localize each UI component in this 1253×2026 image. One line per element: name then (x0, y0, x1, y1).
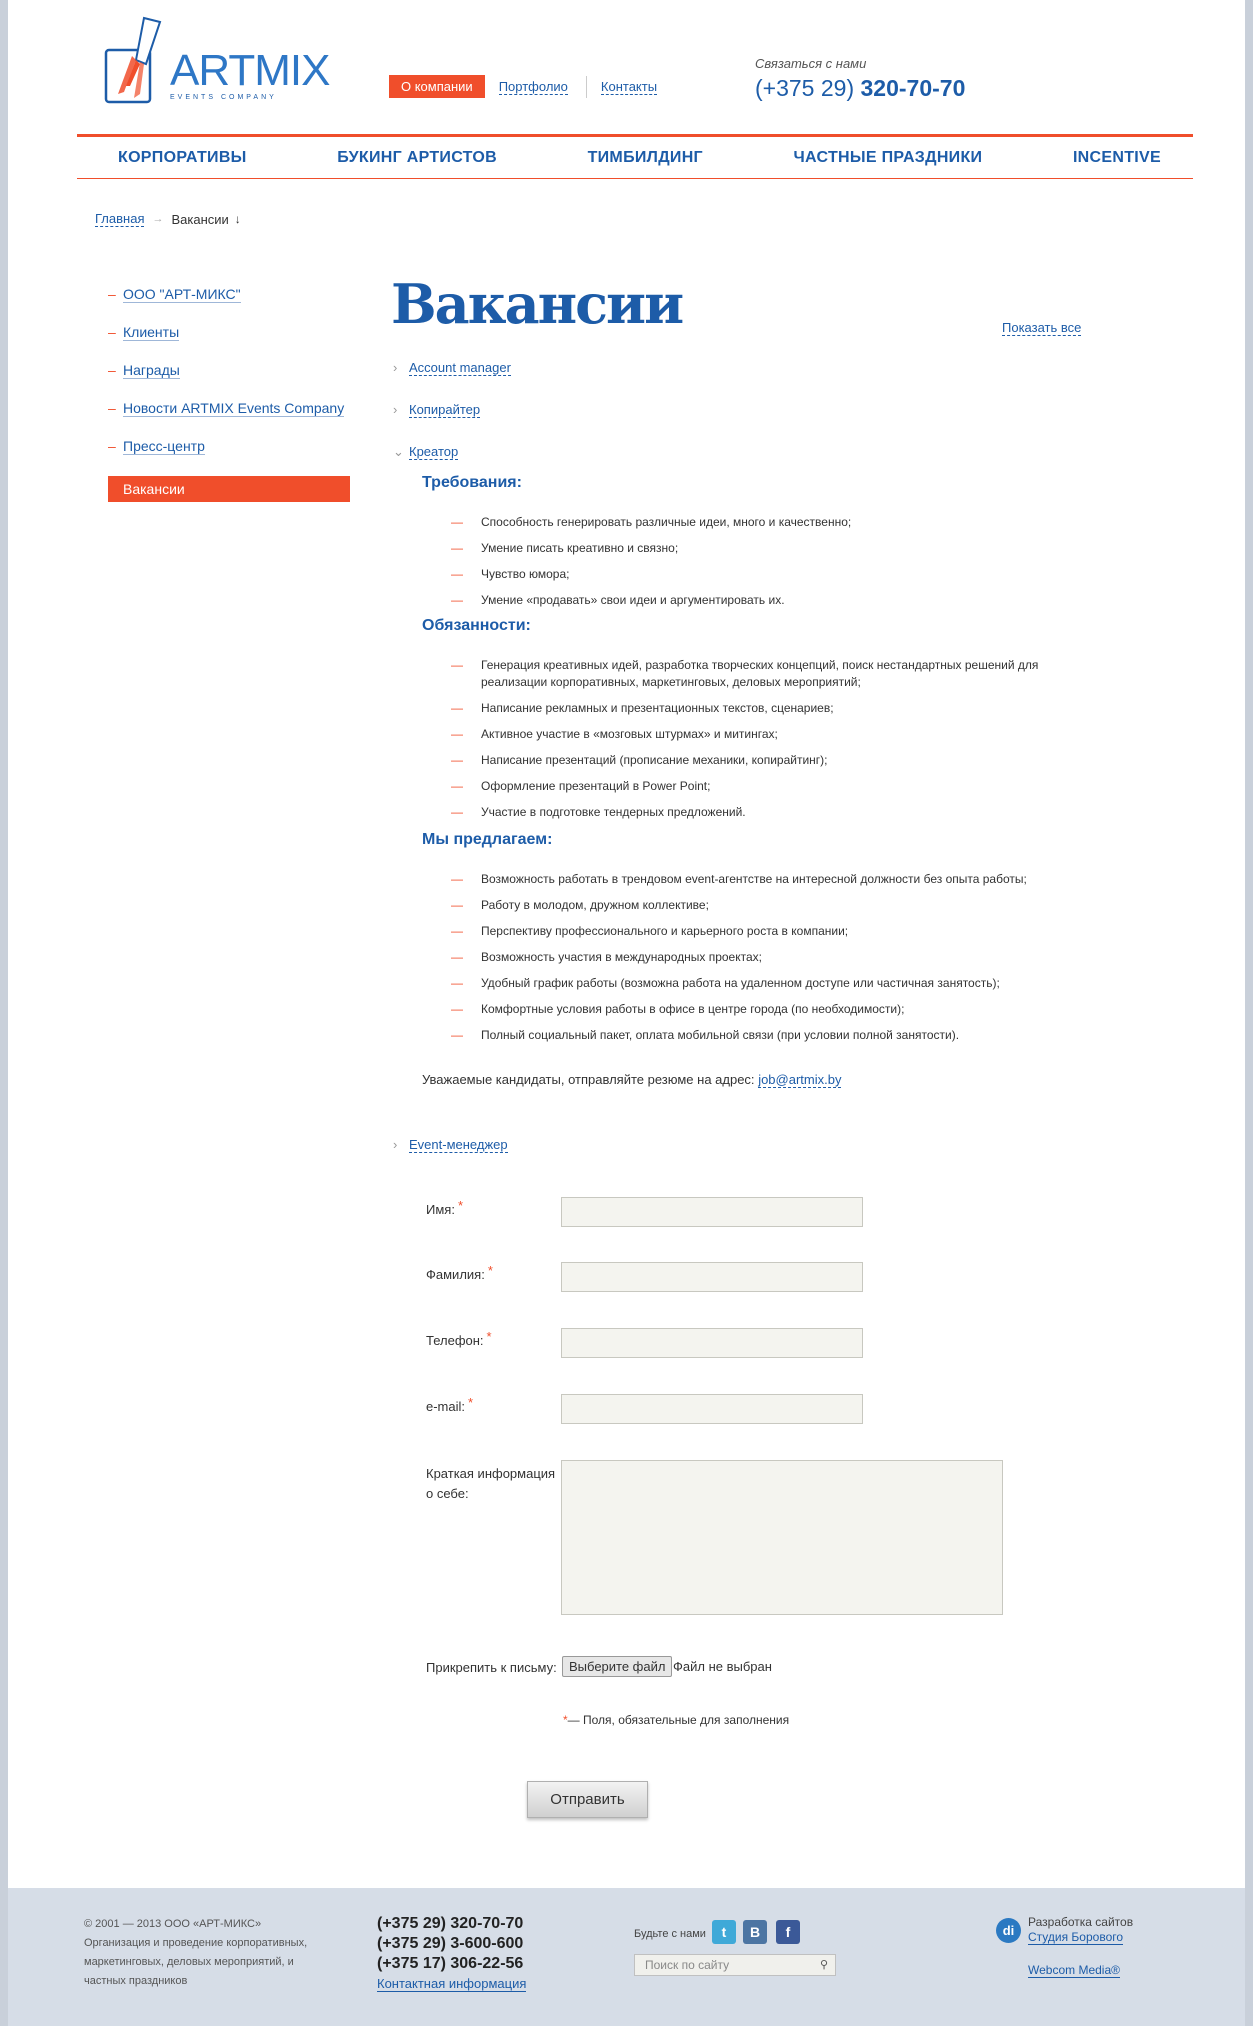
list-item-text: Возможность участия в международных проектах; (481, 950, 762, 964)
breadcrumb-home[interactable]: Главная (95, 211, 145, 226)
sidebar-item-company[interactable] (108, 286, 350, 302)
list-item-text: Полный социальный пакет, оплата мобильной связи (при условии полной занятости). (481, 1028, 960, 1042)
sidebar-item-press[interactable] (108, 438, 350, 454)
logo-text: ARTMIX (170, 46, 330, 95)
bullet: — (451, 898, 463, 912)
contact-phone-prefix: (+375 29) (755, 75, 855, 101)
sidebar-dash: – (108, 400, 116, 416)
mainnav-corporate[interactable]: КОРПОРАТИВЫ (118, 148, 247, 166)
list-item (451, 949, 1091, 966)
required-note (563, 1713, 789, 1727)
footer-phone: (+375 29) 320-70-70 (377, 1915, 524, 1932)
bullet: — (451, 1002, 463, 1016)
sidebar-item-clients[interactable] (108, 324, 350, 340)
bullet: — (451, 541, 463, 555)
logo-subtitle: EVENTS COMPANY (170, 94, 277, 101)
list-item (451, 1001, 1091, 1018)
name-label-text: Имя: (426, 1202, 455, 1217)
vacancy-account-manager[interactable] (393, 360, 511, 375)
submit-button[interactable]: Отправить (527, 1781, 648, 1818)
attach-label: Прикрепить к письму: (426, 1660, 557, 1675)
bullet: — (451, 1028, 463, 1042)
vacancy-link[interactable]: Креатор (409, 444, 459, 459)
list-item-text: Умение писать креативно и связно; (481, 541, 679, 555)
list-item (451, 975, 1091, 992)
list-item (451, 897, 1091, 914)
list-item-text: Написание рекламных и презентационных текстов, сценариев; (481, 701, 834, 715)
search-icon[interactable]: ⚲ (819, 1959, 828, 1971)
list-item-text: Чувство юмора; (481, 567, 570, 581)
topnav-about[interactable]: О компании (389, 75, 485, 98)
list-item-text: Работу в молодом, дружном коллективе; (481, 898, 709, 912)
list-item (451, 804, 1091, 821)
topnav-divider (586, 76, 587, 98)
bullet: — (451, 567, 463, 581)
main-nav (77, 134, 1193, 179)
email-label-text: e-mail: (426, 1399, 466, 1414)
phone-field[interactable] (561, 1328, 863, 1358)
name-label (426, 1198, 463, 1217)
topnav-portfolio[interactable]: Портфолио (498, 78, 568, 94)
bullet: — (451, 727, 463, 741)
list-item (451, 566, 1091, 583)
list-item-text: Оформление презентаций в Power Point; (481, 779, 711, 793)
list-item-text: Удобный график работы (возможна работа на удаленном доступе или частичная занятость); (481, 976, 1000, 990)
rocket-logo-icon (104, 16, 174, 106)
list-item-text: Активное участие в «мозговых штурмах» и митингах; (481, 727, 778, 741)
page (8, 0, 1245, 2026)
required-star: * (468, 1395, 474, 1410)
file-status: Файл не выбран (673, 1659, 772, 1674)
sidebar-item-awards[interactable] (108, 362, 350, 378)
footer-description: Организация и проведение корпоративных, маркетинговых, деловых мероприятий, и частных праздников (84, 1937, 308, 1987)
list-item (451, 592, 1091, 609)
sidebar-item-label[interactable]: Вакансии (123, 481, 185, 497)
duties-list (451, 657, 1091, 821)
email-label (426, 1395, 474, 1414)
required-star: * (486, 1329, 492, 1344)
list-item-text: Перспективу профессионального и карьерного роста в компании; (481, 924, 849, 938)
list-item (451, 923, 1091, 940)
logo[interactable] (104, 16, 330, 106)
breadcrumb-down-icon[interactable]: ↓ (234, 212, 241, 226)
offer-heading: Мы предлагаем: (422, 831, 553, 848)
offer-list (451, 871, 1091, 1044)
footer-phone: (+375 29) 3-600-600 (377, 1935, 524, 1952)
sidebar-item-label[interactable]: ООО "АРТ-МИКС" (123, 286, 241, 302)
list-item-text: Участие в подготовке тендерных предложений. (481, 805, 746, 819)
requirements-heading: Требования: (422, 474, 522, 491)
vacancy-event-manager[interactable] (393, 1137, 508, 1152)
show-all-link[interactable]: Показать все (1002, 320, 1082, 335)
phone-label (426, 1329, 492, 1348)
required-star: * (487, 1263, 493, 1278)
list-item (451, 871, 1091, 888)
bullet: — (451, 593, 463, 607)
contact-phone-number: 320-70-70 (860, 75, 966, 101)
webcom-link[interactable]: Webcom Media® (1028, 1963, 1120, 1977)
sidebar-item-vacancies[interactable] (108, 476, 350, 502)
vkontakte-icon[interactable]: B (743, 1920, 767, 1944)
sidebar-dash: – (108, 362, 116, 378)
name-field[interactable] (561, 1197, 863, 1227)
choose-file-button[interactable]: Выберите файл (562, 1656, 672, 1677)
resume-email-link[interactable]: job@artmix.by (758, 1072, 842, 1087)
list-item-text: Умение «продавать» свои идеи и аргументировать их. (481, 593, 785, 607)
footer-phones (377, 1914, 526, 1994)
sidebar-dash: – (108, 286, 116, 302)
footer-phone: (+375 17) 306-22-56 (377, 1955, 524, 1972)
sidebar-item-label[interactable]: Новости ARTMIX Events Company (123, 400, 345, 416)
bullet: — (451, 753, 463, 767)
developer-text: Разработка сайтов (1028, 1915, 1134, 1929)
surname-label-text: Фамилия: (426, 1267, 485, 1282)
requirements-list (451, 514, 1091, 609)
required-note-text: — Поля, обязательные для заполнения (567, 1713, 790, 1727)
twitter-icon[interactable]: t (712, 1920, 736, 1944)
list-item (451, 752, 1091, 769)
chevron-right-icon: › (393, 402, 398, 417)
contact-label: Связаться с нами (755, 56, 867, 71)
list-item (451, 657, 1091, 691)
list-item (451, 1027, 1091, 1044)
developer-logo-icon[interactable]: di (996, 1918, 1021, 1943)
list-item-text: Генерация креативных идей, разработка творческих концепций, поиск нестандартных решений для реализации корпоративных, маркетинговых, деловых мероприятий; (481, 658, 1039, 689)
footer-contact-link[interactable]: Контактная информация (377, 1976, 527, 1991)
sidebar (108, 286, 350, 524)
duties-heading: Обязанности: (422, 617, 531, 634)
list-item (451, 700, 1091, 717)
required-star: * (457, 1198, 463, 1213)
mainnav-booking[interactable]: БУКИНГ АРТИСТОВ (337, 148, 497, 166)
footer (8, 1888, 1245, 2026)
sidebar-dash: – (108, 438, 116, 454)
chevron-down-icon: ⌄ (393, 444, 404, 459)
sidebar-item-label[interactable]: Пресс-центр (123, 438, 205, 454)
chevron-right-icon: › (393, 1137, 398, 1152)
about-textarea[interactable] (561, 1460, 1003, 1615)
bullet: — (451, 976, 463, 990)
resume-note (422, 1072, 841, 1087)
vacancy-copywriter[interactable] (393, 402, 480, 417)
sidebar-item-news[interactable] (108, 400, 350, 416)
search-placeholder: Поиск по сайту (645, 1958, 730, 1972)
vacancy-creator[interactable] (393, 444, 458, 460)
required-star: * (563, 1713, 568, 1727)
bullet: — (451, 924, 463, 938)
email-field[interactable] (561, 1394, 863, 1424)
bullet: — (451, 701, 463, 715)
footer-copyright: © 2001 — 2013 ООО «АРТ-МИКС» (84, 1918, 262, 1930)
sidebar-dash: – (108, 324, 116, 340)
surname-field[interactable] (561, 1262, 863, 1292)
mainnav-incentive[interactable]: INCENTIVE (1072, 148, 1161, 166)
chevron-right-icon: › (393, 360, 398, 375)
contact-phone (755, 75, 965, 102)
list-item (451, 778, 1091, 795)
facebook-icon[interactable]: f (776, 1920, 800, 1944)
topnav-contacts[interactable]: Контакты (600, 78, 658, 94)
list-item-text: Комфортные условия работы в офисе в центре города (по необходимости); (481, 1002, 905, 1016)
social-label: Будьте с нами (634, 1928, 706, 1940)
vacancy-link[interactable]: Копирайтер (409, 402, 481, 417)
phone-label-text: Телефон: (426, 1333, 484, 1348)
developer-link[interactable]: Студия Борового (1028, 1930, 1124, 1944)
bullet: — (451, 872, 463, 886)
list-item-text: Возможность работать в трендовом event-агентстве на интересной должности без опыта работы; (481, 872, 1027, 886)
surname-label (426, 1263, 493, 1282)
bullet: — (451, 950, 463, 964)
sidebar-item-label[interactable]: Клиенты (123, 324, 180, 340)
list-item (451, 540, 1091, 557)
bullet: — (451, 658, 463, 672)
breadcrumb-arrow-icon: → (152, 213, 164, 225)
sidebar-item-label[interactable]: Награды (123, 362, 180, 378)
about-label: Краткая информация о себе: (426, 1466, 556, 1501)
bullet: — (451, 515, 463, 529)
bullet: — (451, 805, 463, 819)
footer-copyright-block (84, 1915, 324, 1991)
vacancy-link[interactable]: Event-менеджер (409, 1137, 508, 1152)
resume-text: Уважаемые кандидаты, отправляйте резюме на адрес: (422, 1072, 755, 1087)
bullet: — (451, 779, 463, 793)
list-item-text: Написание презентаций (прописание механики, копирайтинг); (481, 753, 828, 767)
search-input[interactable] (634, 1954, 836, 1976)
breadcrumb-current: Вакансии (171, 211, 229, 227)
mainnav-teambuilding[interactable]: ТИМБИЛДИНГ (587, 148, 703, 166)
list-item (451, 514, 1091, 531)
vacancy-link[interactable]: Account manager (409, 360, 511, 375)
list-item-text: Способность генерировать различные идеи, много и качественно; (481, 515, 852, 529)
breadcrumb (95, 211, 241, 227)
mainnav-private[interactable]: ЧАСТНЫЕ ПРАЗДНИКИ (793, 148, 983, 166)
top-nav (389, 75, 675, 98)
developer-credit (1028, 1915, 1133, 1945)
page-title: Вакансии (391, 272, 683, 336)
list-item (451, 726, 1091, 743)
